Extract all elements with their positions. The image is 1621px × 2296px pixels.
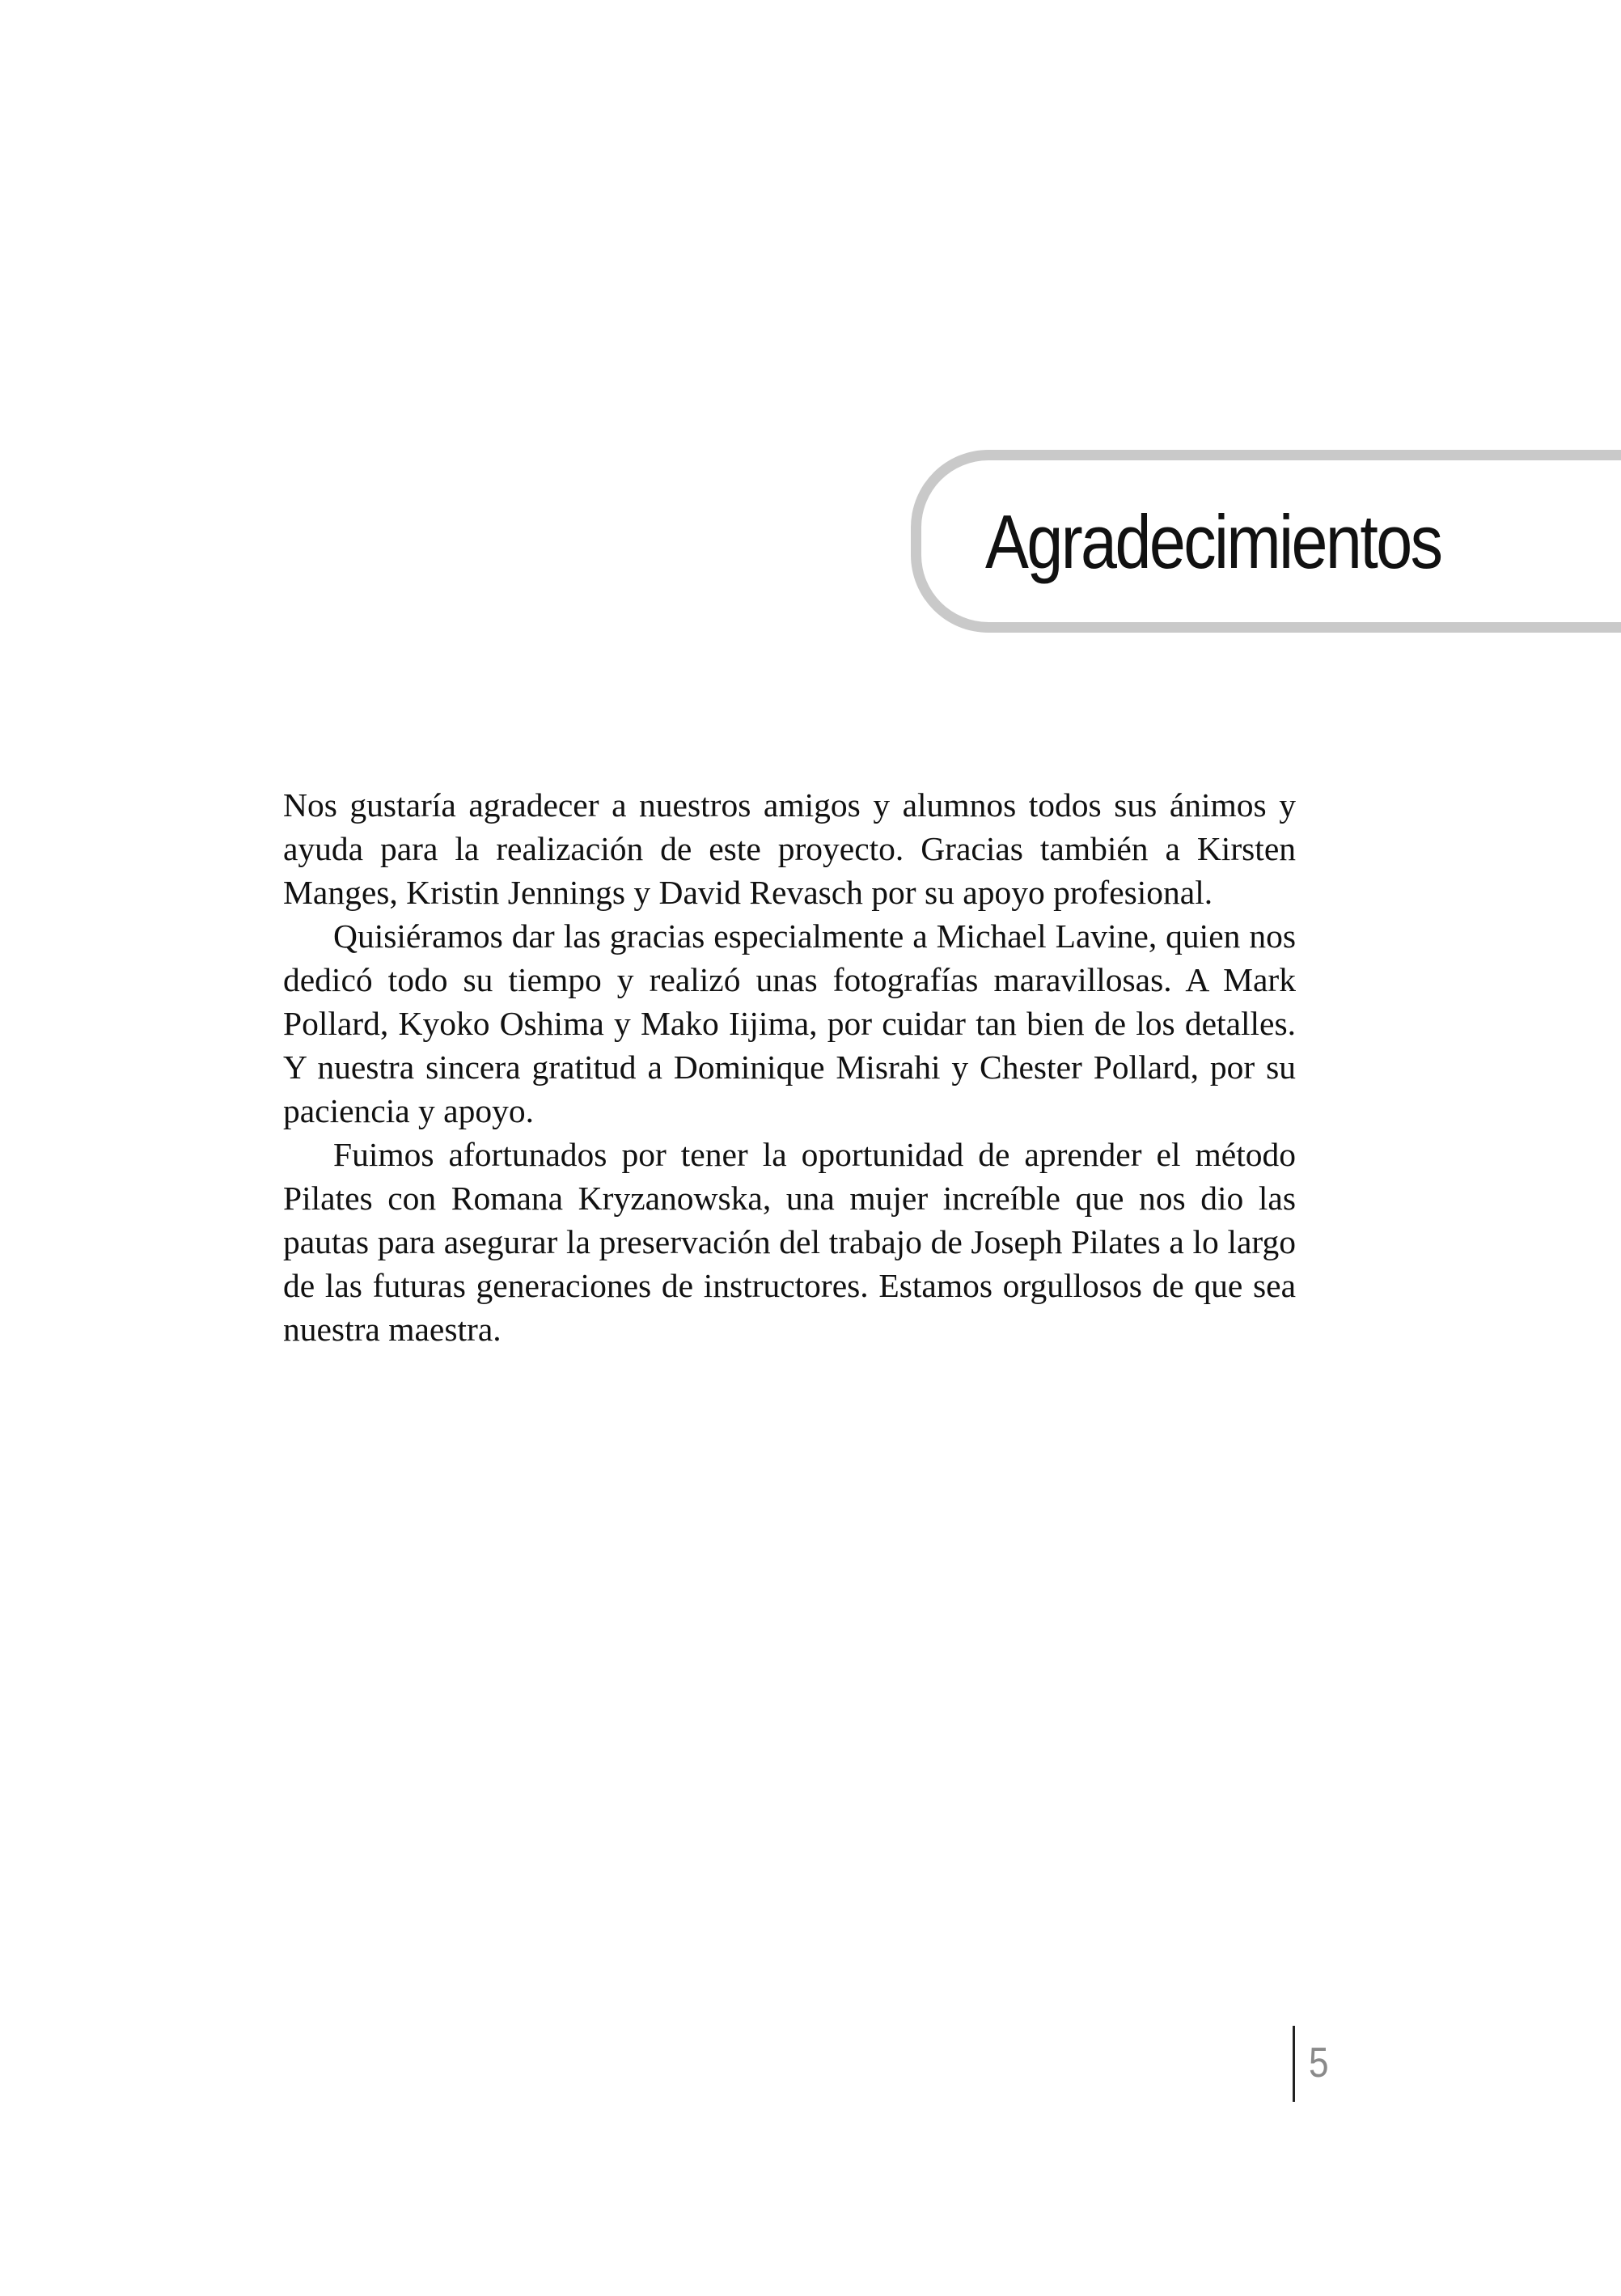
paragraph: Nos gustaría agradecer a nuestros amigos y alumnos todos sus ánimos y ayuda para la realización de este proyecto. Gracias también a Kirsten Manges, Kristin Jennings y David Revasch por su apoyo profesional. [283, 786, 1296, 911]
paragraph: Quisiéramos dar las gracias especialmente a Michael Lavine, quien nos dedicó todo su tiempo y realizó unas fotografías maravillosas. A Mark Pollard, Kyoko Oshima y Mako Iijima, por cuidar tan bien de los detalles. Y nuestra sincera gratitud a Dominique Misrahi y Chester Pollard, por su paciencia y apoyo. [283, 917, 1296, 1129]
paragraph: Fuimos afortunados por tener la oportunidad de aprender el método Pilates con Romana Kryzanowska, una mujer increíble que nos dio las pautas para asegurar la preservación del trabajo de Joseph Pilates a lo largo de las futuras generaciones de instructores. Estamos orgullosos de que sea nuestra maestra. [283, 1136, 1296, 1348]
chapter-title: Agradecimientos [985, 499, 1441, 584]
folio-divider [1293, 2026, 1295, 2102]
page-number: 5 [1309, 2040, 1329, 2086]
body-text [283, 783, 1296, 1351]
